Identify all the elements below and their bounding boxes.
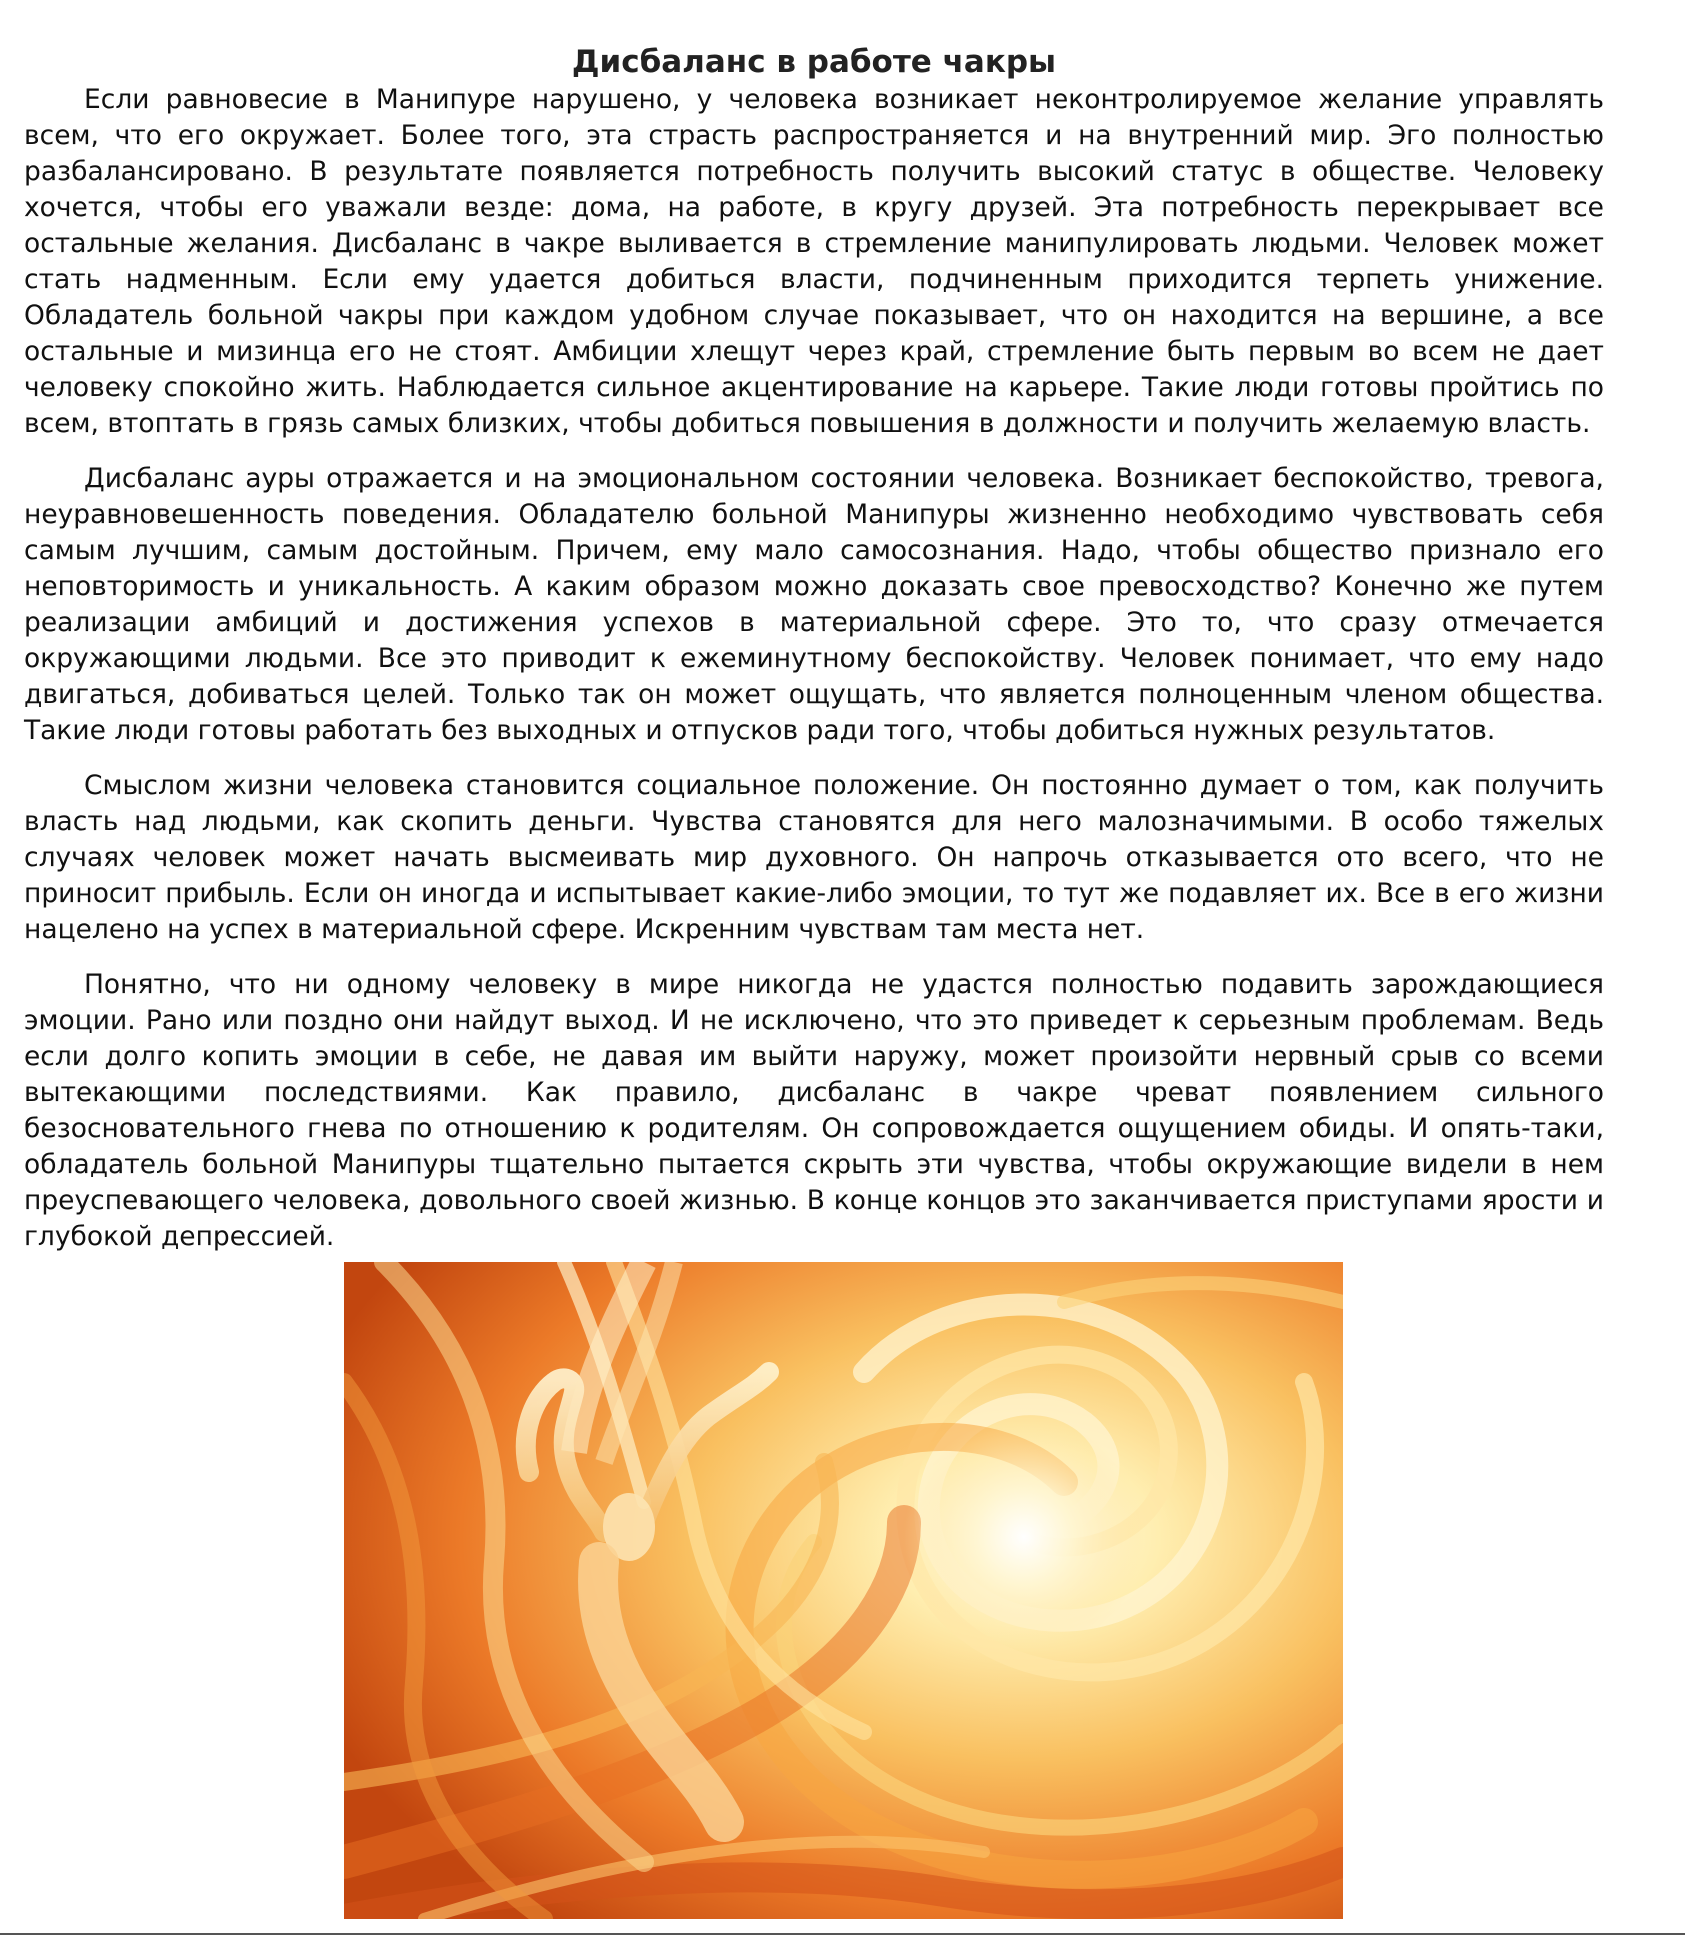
paragraph-3: Смыслом жизни человека становится социальное положение. Он постоянно думает о том, как получить власть над людьми, как скопить деньги. Чувства становятся для него малозначимыми. В особо тяжелых случаях человек может начать высмеивать мир духовного. Он напрочь отказывается ото всего, что не приносит прибыль. Если он иногда и испытывает какие-либо эмоции, то тут же подавляет их. Все в его жизни нацелено на успех в материальной сфере. Искренним чувствам там места нет. <box>24 770 1604 945</box>
article <box>24 0 1604 1274</box>
paragraph-1: Если равновесие в Манипуре нарушено, у человека возникает неконтролируемое желание управлять всем, что его окружает. Более того, эта страсть распространяется и на внутренний мир. Эго полностью разбалансировано. В результате появляется потребность получить высокий статус в обществе. Человеку хочется, чтобы его уважали везде: дома, на работе, в кругу друзей. Эта потребность перекрывает все остальные желания. Дисбаланс в чакре выливается в стремление манипулировать людьми. Человек может стать надменным. Если ему удается добиться власти, подчиненным приходится терпеть унижение. Обладатель больной чакры при каждом удобном случае показывает, что он находится на вершине, а все остальные и мизинца его не стоят. Амбиции хлещут через край, стремление быть первым во всем не дает человеку спокойно жить. Наблюдается сильное акцентирование на карьере. Такие люди готовы пройтись по всем, втоптать в грязь самых близких, чтобы добиться повышения в должности и получить желаемую власть. <box>24 84 1604 439</box>
paragraph-4: Понятно, что ни одному человеку в мире никогда не удастся полностью подавить зарождающиеся эмоции. Рано или поздно они найдут выход. И не исключено, что это приведет к серьезным проблемам. Ведь если долго копить эмоции в себе, не давая им выйти наружу, может произойти нервный срыв со всеми вытекающими последствиями. Как правило, дисбаланс в чакре чреват появлением сильного безосновательного гнева по отношению к родителям. Он сопровождается ощущением обиды. И опять-таки, обладатель больной Манипуры тщательно пытается скрыть эти чувства, чтобы окружающие видели в нем преуспевающего человека, довольного своей жизнью. В конце концов это заканчивается приступами ярости и глубокой депрессией. <box>24 969 1604 1252</box>
article-title: Дисбаланс в работе чакры <box>571 44 1057 80</box>
fire-spiral-illustration <box>344 1262 1343 1919</box>
paragraph-2: Дисбаланс ауры отражается и на эмоциональном состоянии человека. Возникает беспокойство, тревога, неуравновешенность поведения. Обладателю больной Манипуры жизненно необходимо чувствовать себя самым лучшим, самым достойным. Причем, ему мало самосознания. Надо, чтобы общество признало его неповторимость и уникальность. А каким образом можно доказать свое превосходство? Конечно же путем реализации амбиций и достижения успехов в материальной сфере. Это то, что сразу отмечается окружающими людьми. Все это приводит к ежеминутному беспокойству. Человек понимает, что ему надо двигаться, добиваться целей. Только так он может ощущать, что является полноценным членом общества. Такие люди готовы работать без выходных и отпусков ради того, чтобы добиться нужных результатов. <box>24 463 1604 746</box>
bottom-divider <box>0 1933 1685 1935</box>
